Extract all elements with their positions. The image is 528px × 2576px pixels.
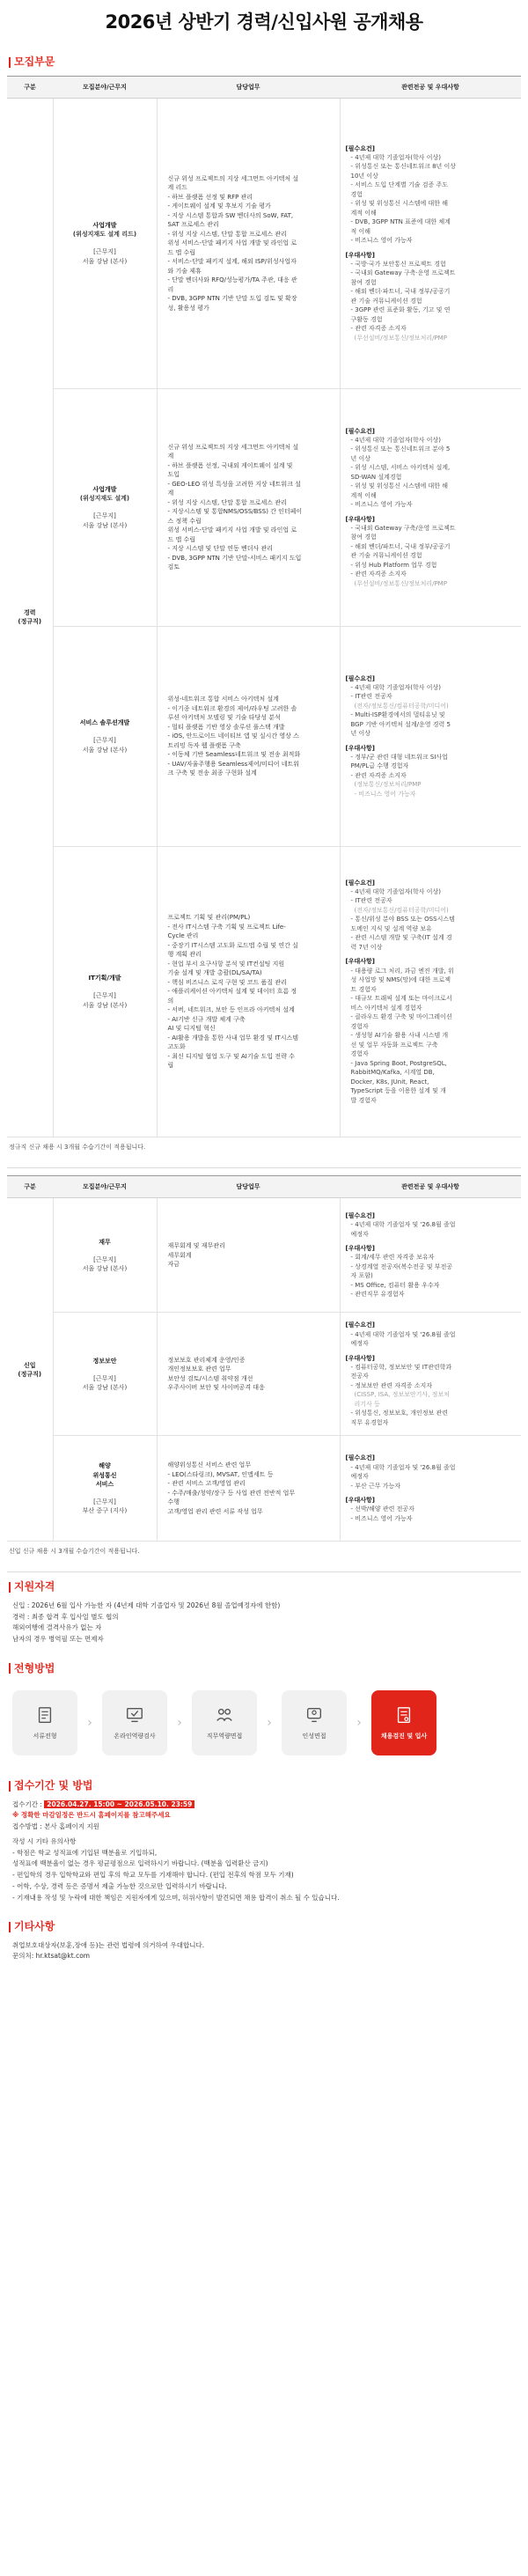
field-name-line: (위성지재도 설계) [79, 495, 130, 503]
period-block [7, 1800, 521, 1913]
header-qualification: 관련전공 및 우대사항 [340, 1176, 521, 1198]
header-duty: 담당업무 [157, 76, 340, 98]
location-label: [근무지] [93, 737, 116, 745]
field-cell [53, 1198, 157, 1313]
chevron-right-icon: › [87, 1716, 92, 1731]
notes-text: - 학점은 학교 성적표에 기입된 백분율로 기입하되, 성적표에 백분율이 없는 경우 평균평점으로 입력하시기 바랍니다. (백분율 입력환산 금지) - 편입학의 경우 입학학교와 편입 후의 학교 모두를 기재해야 합니다. (편입 전후의 학점 모두 기재) - 어학, 수상, 경력 등은 증명서 제출 가능한 것으로만 입력하시기 바랍니다. - 기재내용 작성 및 누락에 대한 책임은 지원자에게 있으며, 허위사항이 발견되면 채용 합격이 취소 될 수 있습니다. [12, 1848, 340, 1902]
divider [7, 1571, 521, 1572]
must-sub: (전자/정보통신/컴퓨터공학/미디어) [354, 906, 449, 914]
table-row [7, 388, 521, 626]
period-date: 2026.04.27. 15:00 ~ 2026.05.10. 23:59 [44, 1800, 194, 1808]
duty-cell [157, 626, 340, 846]
pref-text: - 정부/군 관련 대형 네트워크 SI사업 PM/PL급 수행 경험자 - 관련 자격증 소지자 [350, 753, 448, 779]
must-sub: (전자/정보통신/컴퓨터공학/미디어) [354, 702, 449, 710]
must-title: [필수요건] [345, 144, 375, 152]
must-text: - 4년제 대학 기졸업자(학사 이상) - IT관련 전공자 [350, 683, 441, 701]
header-category: 구분 [7, 76, 53, 98]
field-name-line: 위성통신 [92, 1471, 117, 1479]
table-row [7, 1436, 521, 1542]
pref-title: [우대사항] [345, 744, 375, 752]
period-warning: ※ 정확한 마감일정은 반드시 홈페이지를 참고해주세요 [12, 1811, 171, 1820]
qualification-list [7, 1601, 521, 1654]
section-period-label: 접수기간 및 방법 [14, 1779, 93, 1792]
field-name [59, 974, 151, 983]
pref-sub: (정보통신/정보처리/PMP - 비즈니스 영어 가능자 [354, 781, 422, 798]
field-name-line: 해양 [99, 1462, 111, 1470]
field-location [59, 736, 151, 754]
page-title: 2026년 상반기 경력/신입사원 공개채용 [105, 11, 423, 33]
location-value: 서울 강남 (본사) [82, 521, 128, 529]
field-name-line: 사업개발 [92, 222, 117, 230]
step-box [102, 1690, 167, 1755]
table-row [7, 1198, 521, 1313]
category-cell [7, 1198, 53, 1542]
contact-email[interactable]: 문의처: hr.ktsat@kt.com [12, 1952, 91, 1961]
category-sub: (정규직) [18, 618, 42, 626]
field-name [59, 1357, 151, 1365]
probation-note: 신입 신규 채용 시 3개월 수습기간이 적용됩니다. [9, 1548, 140, 1556]
duty-cell [157, 388, 340, 626]
process-step [192, 1690, 257, 1755]
must-text: - 4년제 대학 기졸업자(학사 이상) - 위성통신 또는 통신네트워크 분야 5 년 이상 - 위성 시스템, 서비스 아키텍처 설계, SD-WAN 설계경험 - 위성 및 위성통신 시스템에 대한 해 계적 이해 - 비즈니스 영어 가능자 [350, 436, 451, 509]
pref-text: - 회계/세무 관련 자격증 보유자 - 상경계열 전공자(복수전공 및 부전공 자 포함) - MS Office, 컴퓨터 활용 우수자 - 관련직무 유경험자 [350, 1254, 453, 1299]
pref-title: [우대사항] [345, 958, 375, 966]
chevron-right-icon: › [177, 1716, 182, 1731]
field-name [59, 1238, 151, 1247]
must-title: [필수요건] [345, 427, 375, 435]
location-value: 서울 강남 (본사) [82, 746, 128, 754]
must-title: [필수요건] [345, 674, 375, 682]
must-title: [필수요건] [345, 1211, 375, 1219]
category-label: 경력 [23, 609, 36, 617]
table-header-row [7, 76, 521, 98]
step-label: 인성면접 [302, 1733, 326, 1741]
qualification-item: 남자의 경우 병역필 또는 면제자 [12, 1635, 104, 1644]
section-bar-icon [9, 1663, 11, 1674]
pref-title: [우대사항] [345, 515, 375, 523]
online-test-icon [125, 1705, 144, 1725]
process-step [102, 1690, 167, 1755]
location-value: 서울 강남 (본사) [82, 1001, 128, 1009]
header-field: 모집분야/근무지 [53, 1176, 157, 1198]
section-bar-icon [9, 1781, 11, 1792]
qualification-cell [340, 1313, 521, 1436]
recruit-table-experienced [7, 76, 521, 1137]
qualification-cell [340, 846, 521, 1137]
location-label: [근무지] [93, 1498, 116, 1505]
location-label: [근무지] [93, 248, 116, 256]
field-name [59, 718, 151, 727]
table-row [7, 1313, 521, 1436]
pref-sub: (무선설비/정보통신/정보처리/PMP [354, 579, 447, 587]
qualification-cell [340, 388, 521, 626]
field-cell [53, 846, 157, 1137]
divider [7, 1167, 521, 1168]
duty-cell [157, 98, 340, 388]
table-row [7, 98, 521, 388]
notes-title: 작성 시 기타 유의사항 [12, 1836, 77, 1845]
qualification-cell [340, 1436, 521, 1542]
section-process-label: 전형방법 [14, 1661, 55, 1674]
section-qualification-title [9, 1579, 521, 1594]
section-etc-title [9, 1919, 521, 1934]
duty-cell [157, 1313, 340, 1436]
section-recruit-title [9, 55, 521, 70]
header-qualification: 관련전공 및 우대사항 [340, 76, 521, 98]
must-title: [필수요건] [345, 879, 375, 887]
field-name [59, 1461, 151, 1488]
etc-line: 취업보호대상자(보훈,장애 등)는 관련 법령에 의거하여 우대합니다. [12, 1940, 205, 1949]
location-label: [근무지] [93, 992, 116, 1000]
duty-text: 재무회계 및 재무관리 세무회계 자금 [167, 1242, 225, 1268]
must-text: - 4년제 대학 기졸업자(학사 이상) - 위성통신 또는 통신네트워크 8년 이상 10년 이상 - 서비스 도입 단계별 기술 검증 주도 경험 - 위성 및 위성통신 시스템에 대한 해 계적 이해 - DVB, 3GPP NTN 표준에 대한 체계 적 이해 - 비즈니스 영어 가능자 [350, 153, 457, 245]
duty-text: 신규 위성 프로젝트의 지상 세그먼트 아키텍처 설 계 리드 - 하브 플랫폼 선정 및 RFP 관리 - 게이트웨이 설계 및 후보지 기술 평가 - 지상 시스템 통합과 SW 벤더사의 SoW, FAT, SAT 프로세스 관리 - 위성 지상 시스템, 단말 통합 프로세스 관리 위성 서비스-단말 패키지 사업 개발 및 라인업 로 드 맵 수립 - 서비스-단말 패키지 설계, 해외 ISP/위성사업자 와 기술 제휴 - 단말 벤더사와 RFQ/성능평가/TA 주관, 대응 관 리 - DVB, 3GPP NTN 기반 단말 도입 검토 및 확장 성, 활용성 평가 [167, 174, 299, 312]
process-step [12, 1690, 77, 1755]
must-text-2: - Multi-ISP환경에서의 멀티유닛 및 BGP 기반 아키텍처 설계/운영 경력 5 년 이상 [350, 711, 451, 738]
pref-text-2: - 위성통신, 정보보호, 개인정보 관련 직무 유경험자 [350, 1409, 449, 1426]
pref-title: [우대사항] [345, 1497, 375, 1504]
field-location [59, 1255, 151, 1273]
duty-text: 정보보호 관리체계 운영/인증 개인정보보호 관련 업무 보안성 검토/시스템 취약점 개선 우주사이버 보안 및 사이버공격 대응 [167, 1356, 265, 1392]
field-location [59, 1498, 151, 1515]
pref-text: - 대용량 로그 처리, 과금 엔진 개발, 위 성 사업망 및 NMS(망)에 대한 프로젝 트 경험자 - 대규모 트래픽 설계 또는 마이크로서 비스 아키텍처 설계 경험자 - 클라우드 환경 구축 및 마이그레이션 경험자 - 생성형 AI기술 활용 사내 시스템 개 선 및 업무 자동화 프로젝트 구축 경험자 - Java Spring Boot, PostgreSQL, RabbitMQ/Kafka, 시계열 DB, Docker, K8s, JUnit, React, TypeScript 등을 이용한 설계 및 개 발 경험자 [350, 967, 454, 1104]
document-icon [35, 1705, 55, 1725]
duty-text: 신규 위성 프로젝트의 지상 세그먼트 아키텍처 설 계 - 하브 플랫폼 선정, 국내외 게이트웨이 설계 및 도입 - GEO-LEO 위성 특성을 고려한 지상 네트워크 설 계 - 위성 지상 시스템, 단말 통합 프로세스 관리 - 지상시스템 및 통합NMS/OSS/BSS) 간 인터페이 스 정책 수립 위성 서비스-단말 패키지 사업 개발 및 라인업 로 드 맵 수립 - 지상 시스템 및 단말 연동 벤더사 관리 - DVB, 3GPP NTN 기반 단말-서비스 패키지 도입 검토 [167, 443, 303, 571]
category-label: 신입 [23, 1361, 36, 1369]
location-value: 서울 강남 (본사) [82, 1264, 128, 1272]
must-title: [필수요건] [345, 1454, 375, 1462]
field-cell [53, 626, 157, 846]
field-cell [53, 1313, 157, 1436]
qualification-item: 경력 : 최종 합격 후 입사일 별도 협의 [12, 1612, 119, 1621]
process-steps [7, 1682, 521, 1771]
qualification-cell [340, 98, 521, 388]
field-location [59, 991, 151, 1009]
field-name-line: 서비스 [95, 1480, 114, 1488]
apply-method: 접수방법 : 본사 홈페이지 지원 [12, 1822, 100, 1831]
section-process-title [9, 1661, 521, 1676]
pref-title: [우대사항] [345, 1354, 375, 1362]
duty-text: 위성-네트워크 통합 서비스 아키텍처 설계 - 이기종 네트워크 환경의 제어/라우팅 고려한 솔 루션 아키텍처 모델링 및 기술 타당성 분석 - 멀티 플랫폼 기반 영상 솔루션 풀스택 개발 - iOS, 안드로이드 네이티브 앱 및 실시간 영상 스 트리밍 독자 웹 플랫폼 구축 - 이동체 기반 Seamless네트워크 및 전송 최적화 - UAV/자율주행용 Seamless제어/미디어 네트워 크 구축 및 전송 최종 구현화 설계 [167, 696, 301, 777]
field-location [59, 512, 151, 529]
section-bar-icon [9, 57, 11, 68]
duty-cell [157, 846, 340, 1137]
personality-interview-icon [304, 1705, 324, 1725]
qualification-item: 신입 : 2026년 6월 입사 가능한 자 (4년제 대학 기졸업자 및 2026년 8월 졸업예정자에 한함) [12, 1601, 281, 1609]
table-row [7, 846, 521, 1137]
field-name-line: 서비스 솔루션개발 [79, 719, 130, 727]
duty-text: 해양위성통신 서비스 관련 업무 - LEO(스타링크), MVSAT, 인맵세트 등 - 관련 서비스 고객/영업 관리 - 수주/매출/청약/장구 등 사업 관련 전반적 업무 수행 고객/영업 관리 관련 서류 작성 업무 [167, 1461, 296, 1515]
location-value: 서울 강남 (본사) [82, 1383, 128, 1391]
section-recruit-label: 모집부문 [14, 55, 55, 69]
location-label: [근무지] [93, 1255, 116, 1263]
process-step [371, 1690, 436, 1755]
step-label: 직무역량면접 [206, 1733, 243, 1741]
location-label: [근무지] [93, 1374, 116, 1382]
category-cell [7, 98, 53, 1137]
field-name-line: 사업개발 [92, 486, 117, 494]
field-name [59, 221, 151, 239]
field-location [59, 1374, 151, 1392]
field-name [59, 485, 151, 503]
interview-icon [215, 1705, 234, 1725]
must-text-2: - 통신/위성 분야 BSS 또는 OSS시스템 도메인 지식 및 설계 역량 보유 - 관련 시스템 개발 및 구축(IT 설계 경 력 7년 이상 [350, 916, 455, 951]
section-qualification-label: 지원자격 [14, 1580, 55, 1593]
must-text: - 4년제 대학 기졸업자 및 '26.8월 졸업 예정자 [350, 1330, 456, 1347]
pref-text: - 국방·국가 보안통신 프로젝트 경험 - 국내외 Gateway 구축·운영 프로젝트 참여 경험 - 해외 벤더·파트너, 국내 정부/공공기 관 기술 커뮤니케이션 경험 - 3GPP 관련 표준화 활동, 기고 및 연 구활동 경험 - 관련 자격증 소지자 [350, 260, 456, 333]
location-value: 부산 중구 (지사) [82, 1506, 128, 1514]
field-cell [53, 1436, 157, 1542]
pref-title: [우대사항] [345, 251, 375, 259]
period-line [12, 1800, 517, 1811]
step-label: 채용검진 및 입사 [380, 1733, 428, 1741]
field-cell [53, 388, 157, 626]
process-step [282, 1690, 347, 1755]
pref-sub: (CISSP, ISA, 정보보안기사, 정보처 리기사 등 [354, 1391, 450, 1408]
period-label: 접수기간 : [12, 1800, 45, 1808]
location-value: 서울 강남 (본사) [82, 257, 128, 265]
step-box [371, 1690, 436, 1755]
section-bar-icon [9, 1582, 11, 1593]
field-name-line: 재무 [99, 1238, 111, 1246]
header-category: 구분 [7, 1176, 53, 1198]
header-duty: 담당업무 [157, 1176, 340, 1198]
step-box [12, 1690, 77, 1755]
pref-text: - 선박/해양 관련 전공자 - 비즈니스 영어 가능자 [350, 1505, 414, 1522]
qualification-cell [340, 626, 521, 846]
step-label: 온라인역량검사 [114, 1733, 156, 1741]
field-cell [53, 98, 157, 388]
duty-cell [157, 1436, 340, 1542]
must-text: - 4년제 대학 기졸업자(학사 이상) - IT관련 전공자 [350, 887, 441, 905]
step-box [282, 1690, 347, 1755]
section-etc-label: 기타사항 [14, 1920, 55, 1933]
header-field: 모집분야/근무지 [53, 76, 157, 98]
duty-text: 프로젝트 기획 및 관리(PM/PL) - 전사 IT시스템 구축 기획 및 프로젝트 Life- Cycle 관리 - 중장기 IT시스템 고도화 로드맵 수립 및 연간 실 행 계획 관리 - 현업 부서 요구사항 분석 및 IT컨설팅 지원 기술 설계 및 개발 총괄(DL/SA/TA) - 핵심 비즈니스 로직 구현 및 코드 품질 관리 - 애플리케이션 아키텍처 설계 및 데이터 흐름 정 의 - 서버, 네트워크, 보안 등 인프라 아키텍처 설계 - AI기반 신규 개발 체계 구축 AI 및 디지털 혁신 - AI활용 개발을 통한 사내 업무 환경 및 IT시스템 고도화 - 최신 디지털 협업 도구 및 AI기술 도입 전략 수 립 [167, 914, 298, 1070]
must-text: - 4년제 대학 기졸업자 및 '26.8월 졸업 예정자 - 부산 근무 가능자 [350, 1463, 456, 1490]
pref-sub: (무선설비/정보통신/정보처리/PMP [354, 334, 447, 342]
location-label: [근무지] [93, 512, 116, 520]
probation-note: 정규직 신규 채용 시 3개월 수습기간이 적용됩니다. [9, 1143, 146, 1151]
qualification-cell [340, 1198, 521, 1313]
table-header-row [7, 1176, 521, 1198]
table-row [7, 626, 521, 846]
pref-title: [우대사항] [345, 1245, 375, 1252]
field-name-line: 정보보안 [92, 1357, 117, 1365]
hire-icon [394, 1705, 414, 1725]
field-name-line: (위성지재도 설계 리드) [72, 231, 137, 239]
section-bar-icon [9, 1922, 11, 1932]
field-location [59, 247, 151, 265]
pref-text: - 국내외 Gateway 구축/운영 프로젝트 참여 경험 - 해외 벤더/파트너, 국내 정부/공공기 관 기술 커뮤니케이션 경험 - 위성 Hub Platform 업무 경험 - 관련 자격증 소지자 [350, 524, 456, 578]
step-label: 서류전형 [33, 1733, 57, 1741]
chevron-right-icon: › [356, 1716, 362, 1731]
field-name-line: IT기획/개발 [88, 975, 121, 983]
duty-cell [157, 1198, 340, 1313]
qualification-item: 해외여행에 결격사유가 없는 자 [12, 1623, 102, 1632]
must-text: - 4년제 대학 기졸업자 및 '26.8월 졸업 예정자 [350, 1221, 456, 1238]
etc-block [7, 1940, 521, 1972]
recruit-table-new [7, 1175, 521, 1542]
pref-text: - 컴퓨터공학, 정보보안 및 IT관련학과 전공자 - 정보보안 관련 자격증 소지자 [350, 1363, 452, 1389]
step-box [192, 1690, 257, 1755]
section-period-title [9, 1778, 521, 1793]
must-title: [필수요건] [345, 1321, 375, 1329]
category-sub: (정규직) [18, 1370, 42, 1378]
chevron-right-icon: › [267, 1716, 272, 1731]
